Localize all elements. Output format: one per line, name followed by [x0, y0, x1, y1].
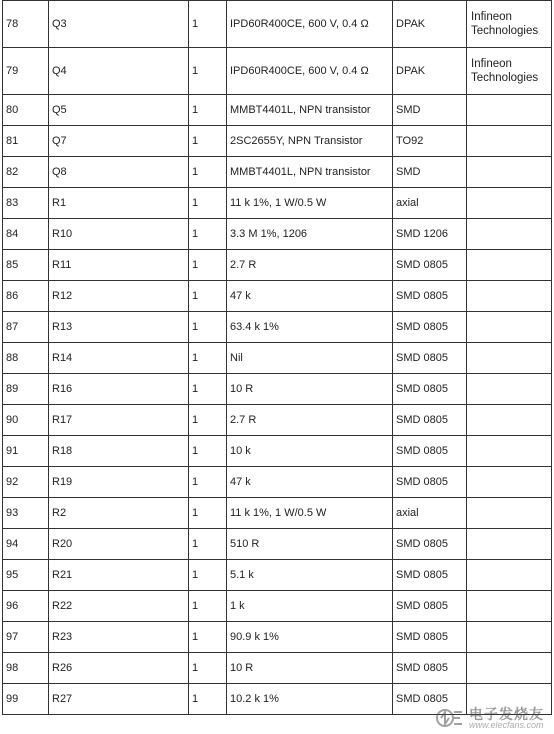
- designator-cell: R16: [49, 374, 189, 405]
- quantity-cell: 1: [189, 343, 227, 374]
- table-row: [3, 312, 552, 343]
- designator-cell: R10: [49, 219, 189, 250]
- manufacturer-cell: [467, 653, 552, 684]
- quantity-cell: 1: [189, 48, 227, 95]
- package-cell: SMD 0805: [393, 467, 467, 498]
- designator-cell: R17: [49, 405, 189, 436]
- row-number-cell: 93: [3, 498, 49, 529]
- package-cell: DPAK: [393, 48, 467, 95]
- watermark-url: www.elecfans.com: [469, 719, 544, 730]
- row-number-cell: 98: [3, 653, 49, 684]
- row-number-cell: 87: [3, 312, 49, 343]
- row-number-cell: 91: [3, 436, 49, 467]
- designator-cell: Q8: [49, 157, 189, 188]
- quantity-cell: 1: [189, 1, 227, 48]
- quantity-cell: 1: [189, 405, 227, 436]
- row-number-cell: 95: [3, 560, 49, 591]
- description-cell: MMBT4401L, NPN transistor: [227, 157, 393, 188]
- designator-cell: Q5: [49, 95, 189, 126]
- table-row: [3, 250, 552, 281]
- manufacturer-cell: [467, 467, 552, 498]
- row-number-cell: 99: [3, 684, 49, 715]
- table-row: [3, 1, 552, 48]
- row-number-cell: 78: [3, 1, 49, 48]
- quantity-cell: 1: [189, 467, 227, 498]
- designator-cell: R19: [49, 467, 189, 498]
- package-cell: SMD 0805: [393, 281, 467, 312]
- package-cell: SMD: [393, 157, 467, 188]
- manufacturer-cell: [467, 436, 552, 467]
- package-cell: SMD 0805: [393, 436, 467, 467]
- manufacturer-cell: [467, 95, 552, 126]
- table-row: [3, 157, 552, 188]
- row-number-cell: 79: [3, 48, 49, 95]
- designator-cell: Q3: [49, 1, 189, 48]
- row-number-cell: 88: [3, 343, 49, 374]
- row-number-cell: 80: [3, 95, 49, 126]
- quantity-cell: 1: [189, 95, 227, 126]
- package-cell: SMD 0805: [393, 622, 467, 653]
- designator-cell: R12: [49, 281, 189, 312]
- designator-cell: R20: [49, 529, 189, 560]
- table-row: [3, 529, 552, 560]
- manufacturer-cell: [467, 312, 552, 343]
- manufacturer-cell: [467, 219, 552, 250]
- description-cell: 11 k 1%, 1 W/0.5 W: [227, 498, 393, 529]
- quantity-cell: 1: [189, 622, 227, 653]
- description-cell: Nil: [227, 343, 393, 374]
- row-number-cell: 90: [3, 405, 49, 436]
- quantity-cell: 1: [189, 529, 227, 560]
- row-number-cell: 97: [3, 622, 49, 653]
- designator-cell: R18: [49, 436, 189, 467]
- designator-cell: R21: [49, 560, 189, 591]
- description-cell: 10 k: [227, 436, 393, 467]
- row-number-cell: 82: [3, 157, 49, 188]
- description-cell: 3.3 M 1%, 1206: [227, 219, 393, 250]
- package-cell: SMD 0805: [393, 560, 467, 591]
- quantity-cell: 1: [189, 498, 227, 529]
- manufacturer-cell: [467, 560, 552, 591]
- table-row: [3, 591, 552, 622]
- table-row: [3, 219, 552, 250]
- package-cell: axial: [393, 188, 467, 219]
- quantity-cell: 1: [189, 591, 227, 622]
- row-number-cell: 83: [3, 188, 49, 219]
- manufacturer-cell: [467, 622, 552, 653]
- description-cell: 1 k: [227, 591, 393, 622]
- manufacturer-cell: [467, 374, 552, 405]
- row-number-cell: 92: [3, 467, 49, 498]
- description-cell: 63.4 k 1%: [227, 312, 393, 343]
- bom-table: [2, 0, 552, 715]
- package-cell: SMD: [393, 95, 467, 126]
- manufacturer-cell: Infineon Technologies: [467, 48, 552, 95]
- quantity-cell: 1: [189, 219, 227, 250]
- designator-cell: Q7: [49, 126, 189, 157]
- description-cell: 47 k: [227, 281, 393, 312]
- quantity-cell: 1: [189, 281, 227, 312]
- table-row: [3, 126, 552, 157]
- package-cell: TO92: [393, 126, 467, 157]
- description-cell: 10.2 k 1%: [227, 684, 393, 715]
- description-cell: 11 k 1%, 1 W/0.5 W: [227, 188, 393, 219]
- row-number-cell: 86: [3, 281, 49, 312]
- description-cell: 2.7 R: [227, 405, 393, 436]
- description-cell: IPD60R400CE, 600 V, 0.4 Ω: [227, 1, 393, 48]
- row-number-cell: 81: [3, 126, 49, 157]
- manufacturer-cell: [467, 126, 552, 157]
- manufacturer-cell: [467, 281, 552, 312]
- description-cell: 5.1 k: [227, 560, 393, 591]
- quantity-cell: 1: [189, 436, 227, 467]
- table-row: [3, 622, 552, 653]
- manufacturer-cell: [467, 188, 552, 219]
- quantity-cell: 1: [189, 653, 227, 684]
- package-cell: SMD 0805: [393, 529, 467, 560]
- designator-cell: R22: [49, 591, 189, 622]
- manufacturer-cell: [467, 591, 552, 622]
- table-row: [3, 467, 552, 498]
- row-number-cell: 85: [3, 250, 49, 281]
- table-row: [3, 374, 552, 405]
- quantity-cell: 1: [189, 157, 227, 188]
- description-cell: IPD60R400CE, 600 V, 0.4 Ω: [227, 48, 393, 95]
- bom-table-body: [3, 1, 552, 715]
- package-cell: DPAK: [393, 1, 467, 48]
- quantity-cell: 1: [189, 312, 227, 343]
- quantity-cell: 1: [189, 560, 227, 591]
- quantity-cell: 1: [189, 684, 227, 715]
- table-row: [3, 188, 552, 219]
- package-cell: SMD 0805: [393, 405, 467, 436]
- package-cell: SMD 0805: [393, 312, 467, 343]
- package-cell: SMD 0805: [393, 684, 467, 715]
- row-number-cell: 94: [3, 529, 49, 560]
- designator-cell: R26: [49, 653, 189, 684]
- table-row: [3, 95, 552, 126]
- description-cell: 10 R: [227, 374, 393, 405]
- manufacturer-cell: [467, 157, 552, 188]
- designator-cell: R23: [49, 622, 189, 653]
- description-cell: 510 R: [227, 529, 393, 560]
- manufacturer-cell: [467, 250, 552, 281]
- description-cell: 2.7 R: [227, 250, 393, 281]
- manufacturer-cell: [467, 498, 552, 529]
- manufacturer-cell: [467, 529, 552, 560]
- table-row: [3, 48, 552, 95]
- description-cell: 90.9 k 1%: [227, 622, 393, 653]
- package-cell: SMD 0805: [393, 343, 467, 374]
- description-cell: MMBT4401L, NPN transistor: [227, 95, 393, 126]
- table-row: [3, 684, 552, 715]
- designator-cell: R14: [49, 343, 189, 374]
- description-cell: 2SC2655Y, NPN Transistor: [227, 126, 393, 157]
- package-cell: axial: [393, 498, 467, 529]
- package-cell: SMD 0805: [393, 653, 467, 684]
- row-number-cell: 89: [3, 374, 49, 405]
- quantity-cell: 1: [189, 250, 227, 281]
- package-cell: SMD 0805: [393, 250, 467, 281]
- quantity-cell: 1: [189, 126, 227, 157]
- manufacturer-cell: [467, 405, 552, 436]
- description-cell: 47 k: [227, 467, 393, 498]
- row-number-cell: 84: [3, 219, 49, 250]
- designator-cell: R1: [49, 188, 189, 219]
- table-row: [3, 498, 552, 529]
- quantity-cell: 1: [189, 374, 227, 405]
- designator-cell: R27: [49, 684, 189, 715]
- table-row: [3, 436, 552, 467]
- designator-cell: Q4: [49, 48, 189, 95]
- package-cell: SMD 1206: [393, 219, 467, 250]
- row-number-cell: 96: [3, 591, 49, 622]
- manufacturer-cell: [467, 684, 552, 715]
- package-cell: SMD 0805: [393, 374, 467, 405]
- designator-cell: R13: [49, 312, 189, 343]
- manufacturer-cell: [467, 343, 552, 374]
- table-row: [3, 560, 552, 591]
- watermark-brand: 电子发烧友: [469, 705, 544, 722]
- table-row: [3, 281, 552, 312]
- designator-cell: R11: [49, 250, 189, 281]
- quantity-cell: 1: [189, 188, 227, 219]
- table-row: [3, 405, 552, 436]
- table-row: [3, 653, 552, 684]
- package-cell: SMD 0805: [393, 591, 467, 622]
- designator-cell: R2: [49, 498, 189, 529]
- description-cell: 10 R: [227, 653, 393, 684]
- manufacturer-cell: Infineon Technologies: [467, 1, 552, 48]
- table-row: [3, 343, 552, 374]
